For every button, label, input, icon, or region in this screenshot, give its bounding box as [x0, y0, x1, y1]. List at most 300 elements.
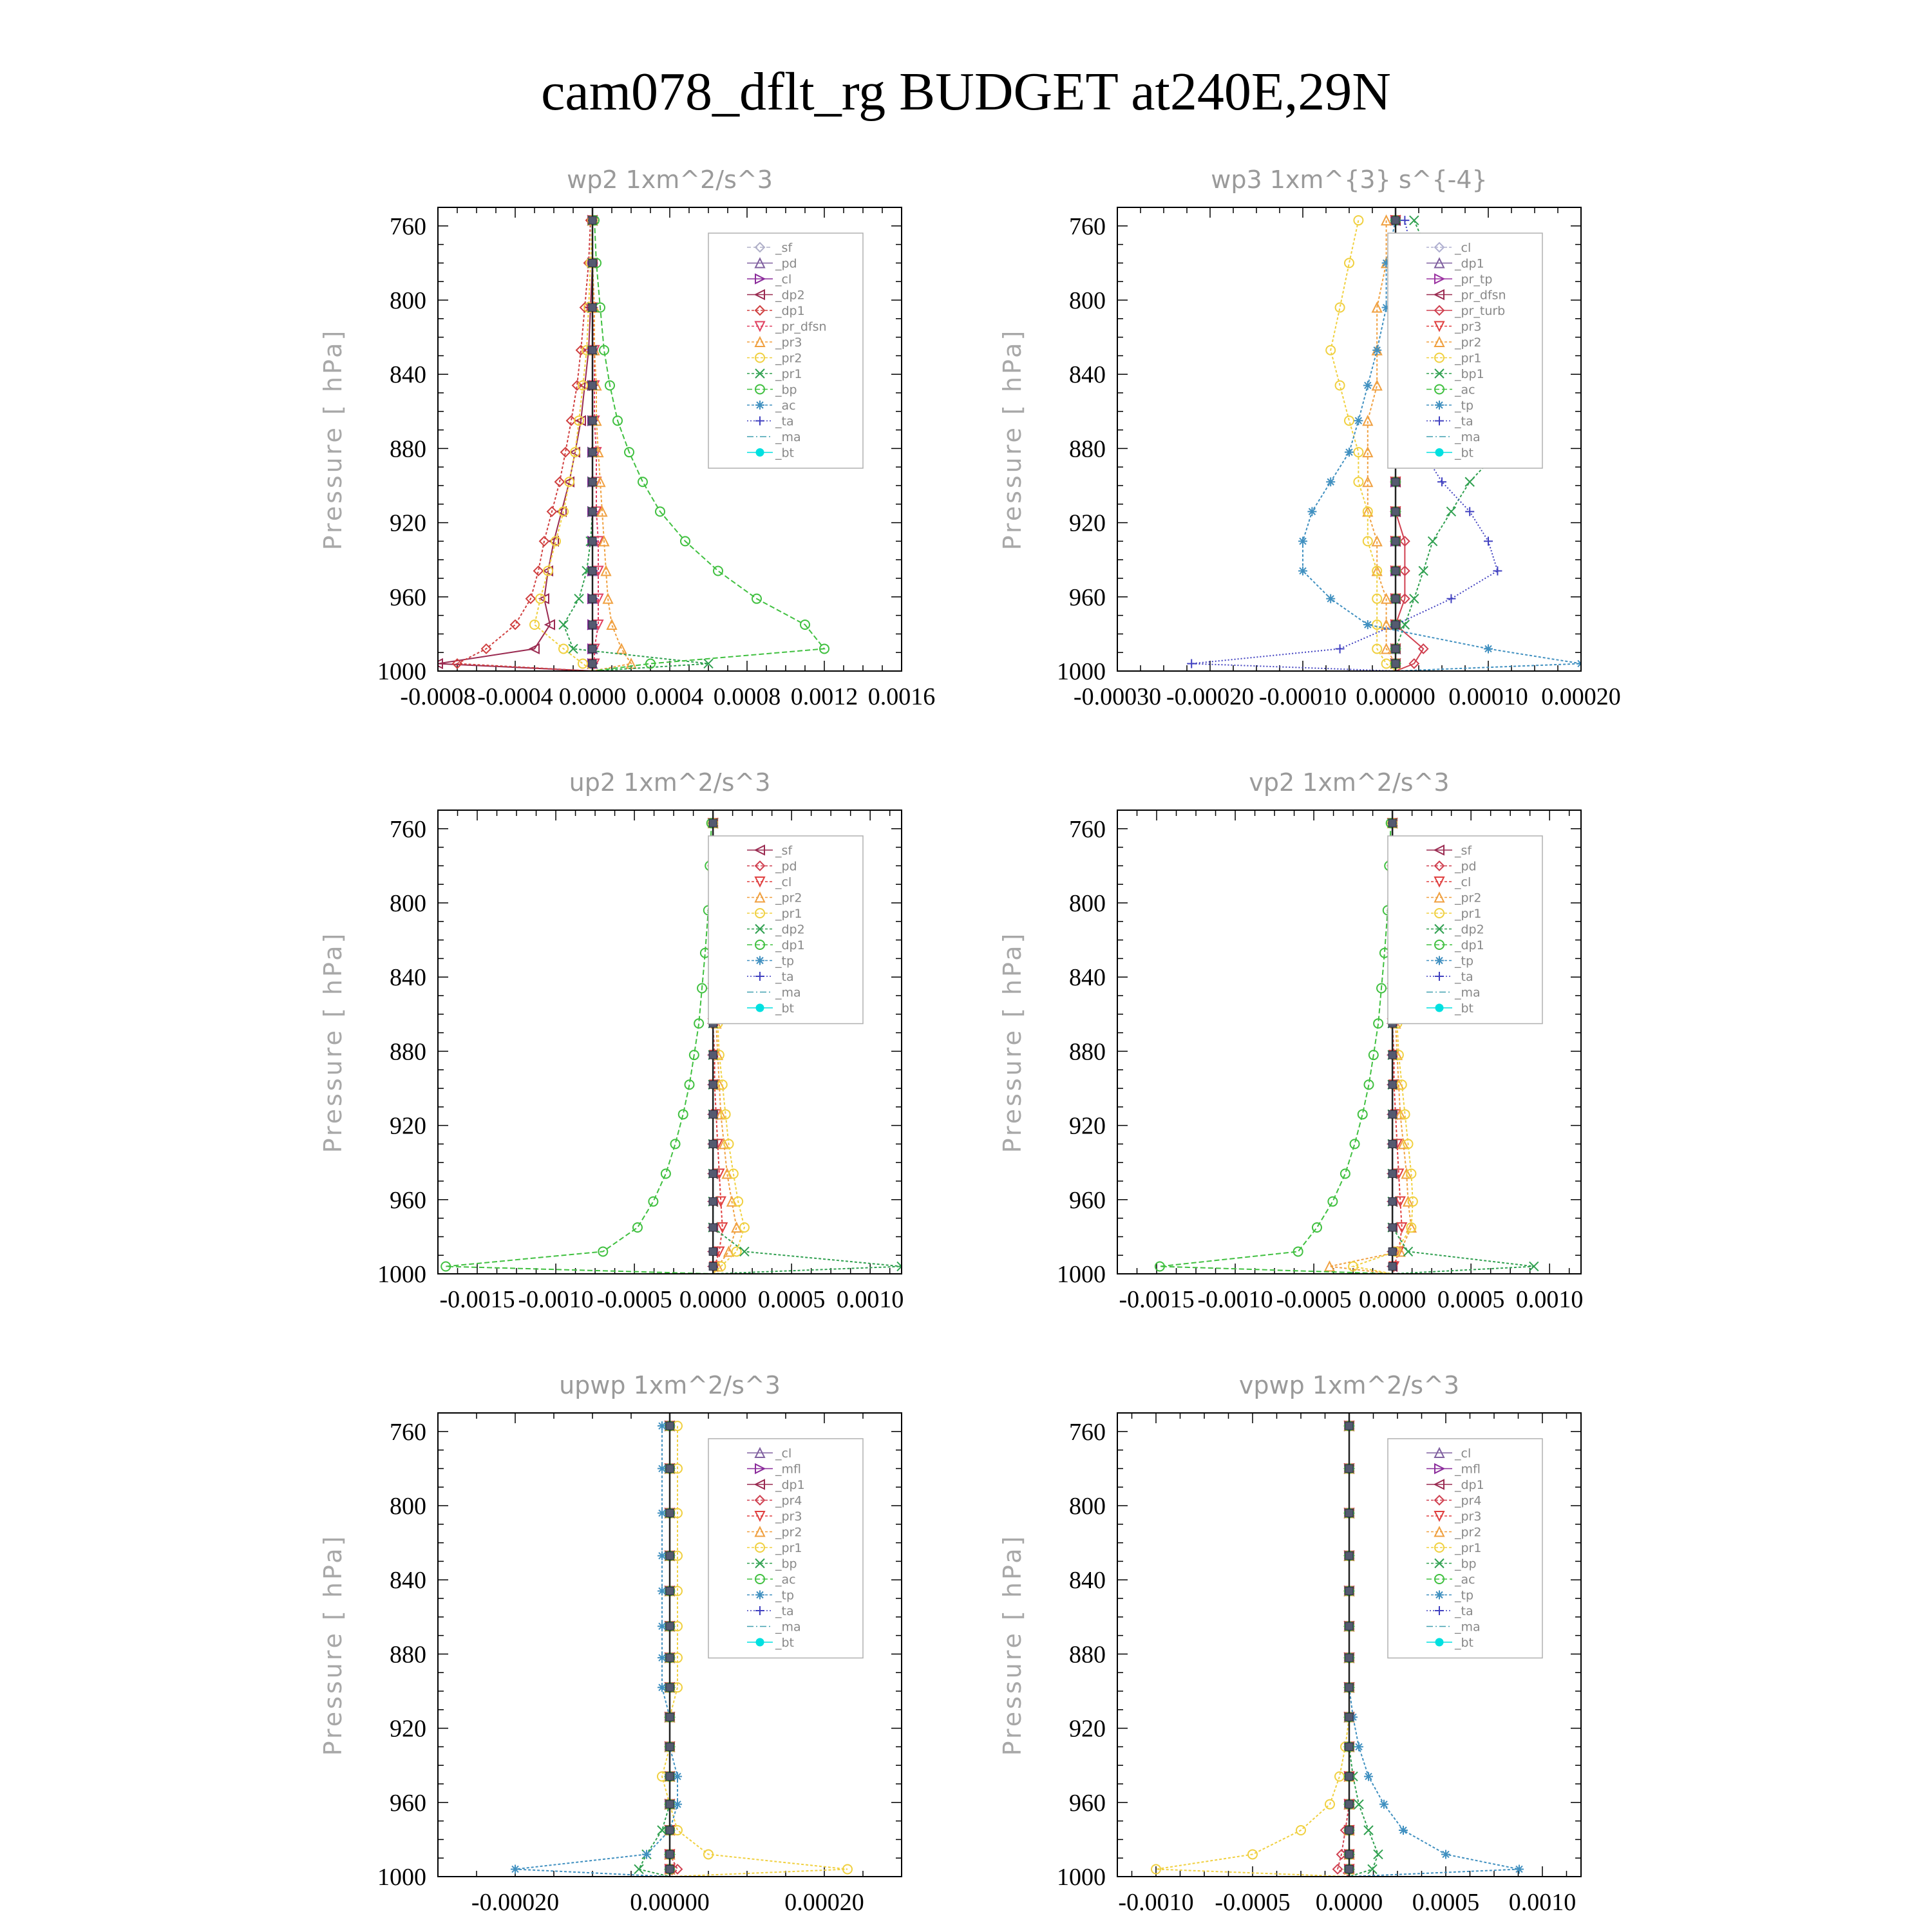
legend-label: _ta — [775, 970, 794, 984]
legend-label: _pr2 — [775, 1525, 802, 1540]
y-tick-label: 960 — [1069, 1789, 1106, 1817]
x-tick-label: -0.00030 — [1073, 683, 1162, 710]
zero-marker — [589, 448, 596, 456]
data-point-tp — [658, 1622, 667, 1631]
legend-label: _ta — [1455, 1604, 1473, 1618]
zero-marker — [1392, 567, 1399, 574]
legend-label: _tp — [1455, 954, 1474, 969]
zero-marker — [1392, 478, 1399, 486]
legend-label: _ma — [775, 1620, 801, 1634]
data-point-pr2 — [1363, 416, 1372, 425]
zero-marker — [709, 1262, 717, 1270]
zero-marker — [666, 1865, 674, 1873]
markers-pr1 — [559, 216, 713, 668]
zero-marker — [1345, 1743, 1353, 1750]
data-point-tp — [658, 1421, 667, 1430]
data-point-tp — [1372, 346, 1381, 355]
data-point-bp1 — [1465, 477, 1474, 486]
zero-marker — [1345, 1622, 1353, 1630]
panel-vp2 — [998, 768, 1583, 1313]
panel-title-vp2: vp2 1xm^2/s^3 — [1249, 768, 1450, 797]
data-point-pr2 — [1382, 216, 1391, 225]
legend-label: _bp — [775, 383, 797, 397]
data-point-tp — [658, 1464, 667, 1473]
x-tick-label: 0.0010 — [1508, 1889, 1577, 1916]
legend-marker — [1435, 1591, 1444, 1600]
x-tick-label: 0.00020 — [784, 1889, 864, 1916]
data-point-bp1 — [1400, 620, 1409, 629]
data-point-dp1 — [1312, 1223, 1321, 1232]
legend-marker — [1435, 1004, 1443, 1012]
x-tick-label: 0.0000 — [679, 1286, 747, 1313]
legend-label: _ta — [1455, 970, 1473, 984]
data-point-dp1 — [671, 1139, 680, 1148]
panel-title-wp2: wp2 1xm^2/s^3 — [567, 166, 773, 194]
data-point-bp — [1354, 1800, 1363, 1809]
data-point-bp — [1368, 1864, 1377, 1873]
zero-marker — [1345, 1464, 1353, 1472]
y-tick-label: 1000 — [377, 1261, 426, 1288]
zero-marker — [1388, 819, 1396, 827]
legend-label: _mfl — [775, 1462, 801, 1477]
zero-marker — [589, 381, 596, 389]
legend-label: _pr_turb — [1455, 304, 1506, 318]
legend-label: _pr4 — [1455, 1493, 1482, 1508]
y-tick-label: 880 — [390, 1641, 426, 1669]
y-tick-label: 840 — [390, 1567, 426, 1595]
data-point-pr2 — [1372, 536, 1381, 545]
y-tick-label: 1000 — [1057, 658, 1106, 685]
zero-marker — [1392, 621, 1399, 629]
zero-marker — [666, 1552, 674, 1560]
legend-label: _cl — [775, 1446, 792, 1461]
zero-marker — [1392, 595, 1399, 603]
data-point-ta — [1187, 659, 1196, 668]
data-point-pr2 — [578, 659, 587, 668]
legend-marker — [1435, 401, 1444, 410]
data-point-dp1 — [633, 1223, 642, 1232]
legend-label: _pr_dfsn — [1455, 288, 1506, 303]
zero-marker — [709, 819, 717, 827]
data-point-dp1 — [1350, 1139, 1359, 1148]
data-point-ta — [1437, 477, 1446, 486]
legend-label: _bt — [775, 1636, 795, 1650]
zero-marker — [666, 1510, 674, 1517]
data-point-ta — [1336, 644, 1345, 653]
x-tick-label: -0.0015 — [439, 1286, 515, 1313]
data-point-tp — [1363, 381, 1372, 390]
zero-marker — [1345, 1772, 1353, 1780]
legend-label: _dp2 — [775, 288, 805, 303]
data-point-bp — [1374, 1850, 1383, 1859]
legend-label: _ta — [775, 414, 794, 429]
x-tick-label: 0.0010 — [1515, 1286, 1584, 1313]
zero-marker — [589, 417, 596, 424]
legend-label: _ma — [1455, 985, 1481, 1000]
legend-label: _pr3 — [775, 1510, 802, 1524]
y-tick-label: 800 — [390, 287, 426, 314]
zero-marker — [1345, 1801, 1353, 1808]
legend-label: _dp1 — [775, 1478, 805, 1492]
data-point-tp — [673, 1800, 682, 1809]
data-point-pr1 — [559, 620, 568, 629]
legend-label: _pr1 — [1455, 907, 1482, 921]
data-point-tp — [1345, 448, 1354, 457]
legend-wp3 — [1388, 233, 1542, 468]
zero-marker — [1388, 1247, 1396, 1255]
panels — [319, 166, 1621, 1916]
y-tick-label: 760 — [1069, 815, 1106, 843]
data-point-pr2 — [1372, 381, 1381, 390]
data-point-pr1 — [1345, 416, 1354, 425]
y-tick-label: 800 — [1069, 1493, 1106, 1520]
x-tick-label: -0.0005 — [1215, 1889, 1291, 1916]
zero-marker — [589, 645, 596, 652]
data-point-tp — [1298, 536, 1307, 545]
legend-label: _dp1 — [1455, 938, 1484, 952]
data-point-tp — [658, 1586, 667, 1595]
data-point-tp — [1364, 1772, 1373, 1781]
legend-label: _bp — [1455, 1557, 1477, 1571]
x-tick-label: -0.00020 — [471, 1889, 560, 1916]
y-tick-label: 960 — [1069, 583, 1106, 611]
zero-marker — [589, 259, 596, 267]
y-tick-label: 760 — [1069, 213, 1106, 240]
zero-marker — [1345, 1422, 1353, 1430]
markers-pr1 — [1326, 216, 1390, 668]
legend-label: _ta — [1455, 414, 1473, 429]
data-point-pr3 — [617, 644, 626, 653]
markers-tp — [511, 1421, 682, 1873]
legend-label: _ac — [1455, 1573, 1475, 1587]
y-tick-label: 840 — [1069, 964, 1106, 992]
data-point-pr2 — [530, 620, 539, 629]
y-tick-label: 800 — [1069, 890, 1106, 917]
zero-marker — [709, 1051, 717, 1059]
y-axis-label-upwp: Pressure [ hPa] — [319, 1533, 347, 1756]
y-tick-label: 920 — [1069, 509, 1106, 537]
y-tick-label: 880 — [390, 435, 426, 463]
zero-marker — [1392, 216, 1399, 224]
data-point-tp — [511, 1864, 520, 1873]
legend-label: _bp1 — [1455, 367, 1484, 381]
data-point-tp — [1399, 1826, 1408, 1835]
legend-label: _pr1 — [775, 367, 802, 381]
data-point-tp — [658, 1509, 667, 1518]
legend-marker — [756, 449, 764, 457]
zero-marker — [589, 537, 596, 545]
legend-label: _pd — [775, 859, 797, 874]
y-tick-label: 840 — [390, 361, 426, 389]
zero-marker — [666, 1622, 674, 1630]
legend-label: _pr4 — [775, 1493, 802, 1508]
series-line-pr1 — [564, 220, 708, 671]
y-axis-label-vp2: Pressure [ hPa] — [998, 931, 1027, 1153]
y-tick-label: 960 — [390, 583, 426, 611]
zero-marker — [1345, 1552, 1353, 1560]
legend-marker — [756, 1004, 764, 1012]
zero-marker — [666, 1801, 674, 1808]
legend-label: _bt — [1455, 1001, 1474, 1016]
x-tick-label: -0.0015 — [1119, 1286, 1195, 1313]
x-tick-label: 0.0005 — [1437, 1286, 1505, 1313]
data-point-tp — [1298, 566, 1307, 575]
x-tick-label: 0.0010 — [836, 1286, 904, 1313]
data-point-ta — [1446, 594, 1455, 603]
y-tick-label: 760 — [390, 1418, 426, 1446]
legend-label: _dp1 — [1455, 1478, 1484, 1492]
legend-label: _ac — [1455, 383, 1475, 397]
data-point-ta — [1400, 216, 1409, 225]
data-point-bp — [714, 566, 723, 575]
data-point-bp1 — [1410, 594, 1419, 603]
x-tick-label: -0.0005 — [596, 1286, 672, 1313]
zero-marker — [589, 567, 596, 574]
x-tick-label: -0.00010 — [1258, 683, 1347, 710]
legend-label: _pr_tp — [1455, 272, 1493, 287]
x-tick-label: -0.0010 — [1118, 1889, 1194, 1916]
zero-marker — [1345, 1510, 1353, 1517]
legend-label: _pr1 — [775, 1541, 802, 1555]
legend-label: _cl — [1455, 875, 1472, 889]
legend-vp2 — [1388, 836, 1542, 1024]
legend-label: _cl — [1455, 1446, 1472, 1461]
zero-marker — [1388, 1262, 1396, 1270]
zero-marker — [1388, 1110, 1396, 1118]
legend-label: _pr3 — [775, 336, 802, 350]
y-tick-label: 760 — [390, 213, 426, 240]
x-tick-label: 0.00000 — [1356, 683, 1435, 710]
zero-marker — [709, 1081, 717, 1088]
markers-dp2 — [433, 216, 597, 668]
legend-label: _bt — [1455, 1636, 1474, 1650]
legend-label: _cl — [1455, 241, 1472, 255]
zero-marker — [1388, 1051, 1396, 1059]
markers-pr1 — [1151, 1421, 1354, 1873]
y-tick-label: 920 — [1069, 1715, 1106, 1743]
legend-label: _pd — [1455, 859, 1477, 874]
panel-title-up2: up2 1xm^2/s^3 — [569, 768, 771, 797]
data-point-tp — [1354, 416, 1363, 425]
legend-wp2 — [708, 233, 863, 468]
zero-marker — [1345, 1683, 1353, 1691]
legend-label: _pr1 — [1455, 1541, 1482, 1555]
y-tick-label: 840 — [390, 964, 426, 992]
zero-marker — [666, 1683, 674, 1691]
legend-label: _mfl — [1455, 1462, 1481, 1477]
zero-marker — [589, 304, 596, 312]
panel-vpwp — [998, 1371, 1581, 1916]
y-tick-label: 800 — [390, 1493, 426, 1520]
data-point-tp — [658, 1683, 667, 1692]
zero-marker — [666, 1422, 674, 1430]
legend-label: _sf — [775, 241, 793, 255]
data-point-tp — [1441, 1850, 1450, 1859]
legend-label: _ta — [775, 1604, 794, 1618]
zero-marker — [1392, 645, 1399, 652]
x-tick-label: 0.00010 — [1448, 683, 1528, 710]
zero-marker — [1388, 1081, 1396, 1088]
y-tick-label: 880 — [390, 1038, 426, 1066]
data-point-bp1 — [1419, 566, 1428, 575]
legend-label: _dp1 — [775, 304, 805, 318]
y-tick-label: 920 — [390, 1715, 426, 1743]
y-axis-label-wp2: Pressure [ hPa] — [319, 328, 347, 551]
x-tick-label: 0.0016 — [867, 683, 936, 710]
x-tick-label: 0.0005 — [1412, 1889, 1480, 1916]
legend-label: _pr1 — [775, 907, 802, 921]
legend-label: _bt — [775, 1001, 795, 1016]
legend-marker — [1435, 1638, 1443, 1646]
y-tick-label: 960 — [390, 1186, 426, 1214]
legend-marker — [1435, 956, 1444, 965]
data-point-pr1 — [1354, 448, 1363, 457]
y-tick-label: 1000 — [377, 658, 426, 685]
zero-marker — [1392, 507, 1399, 515]
zero-marker — [666, 1654, 674, 1662]
data-point-tp — [1326, 594, 1335, 603]
zero-marker — [589, 478, 596, 486]
zero-marker — [1388, 1140, 1396, 1148]
legend-marker — [756, 1638, 764, 1646]
legend-label: _pr3 — [1455, 319, 1482, 334]
zero-marker — [709, 1224, 717, 1231]
legend-label: _ma — [775, 430, 801, 444]
data-point-dp1 — [1341, 1169, 1350, 1178]
zero-marker — [589, 216, 596, 224]
y-tick-label: 1000 — [1057, 1261, 1106, 1288]
y-axis-label-wp3: Pressure [ hPa] — [998, 328, 1027, 551]
data-point-bp1 — [1428, 536, 1437, 545]
zero-marker — [666, 1772, 674, 1780]
data-point-pr1 — [1354, 216, 1363, 225]
legend-label: _dp2 — [1455, 922, 1484, 937]
legend-label: _tp — [775, 954, 795, 969]
markers-dp1 — [453, 216, 595, 668]
data-point-dp1 — [649, 1197, 658, 1206]
zero-marker — [589, 507, 596, 515]
data-point-bp — [634, 1864, 643, 1873]
legend-label: _tp — [775, 1588, 795, 1603]
zero-marker — [709, 1247, 717, 1255]
zero-marker — [666, 1587, 674, 1595]
zero-marker — [1345, 1865, 1353, 1873]
series-line-dp1 — [446, 823, 713, 1274]
legend-label: _dp1 — [1455, 256, 1484, 271]
legend-marker — [755, 401, 764, 410]
legend-label: _tp — [1455, 1588, 1474, 1603]
markers-dp1 — [1155, 819, 1396, 1271]
data-point-tp — [1354, 1742, 1363, 1751]
legend-label: _ac — [775, 1573, 796, 1587]
panel-title-vpwp: vpwp 1xm^2/s^3 — [1238, 1371, 1460, 1399]
legend-label: _pr2 — [1455, 891, 1482, 905]
legend-label: _bp — [775, 1557, 797, 1571]
legend-label: _bt — [1455, 446, 1474, 460]
zero-marker — [1392, 537, 1399, 545]
data-point-ta — [1465, 507, 1474, 516]
zero-marker — [666, 1464, 674, 1472]
x-tick-label: 0.0004 — [636, 683, 704, 710]
panel-wp3 — [998, 166, 1621, 710]
zero-marker — [709, 1140, 717, 1148]
legend-marker — [1435, 449, 1443, 457]
data-point-tp — [1379, 1800, 1388, 1809]
zero-marker — [1388, 1224, 1396, 1231]
legend-up2 — [708, 836, 863, 1024]
data-point-tp — [658, 1653, 667, 1662]
data-point-tp — [1363, 620, 1372, 629]
y-tick-label: 1000 — [377, 1864, 426, 1891]
data-point-pr2 — [1363, 448, 1372, 457]
y-tick-label: 840 — [1069, 361, 1106, 389]
panel-title-upwp: upwp 1xm^2/s^3 — [559, 1371, 781, 1399]
y-tick-label: 760 — [390, 815, 426, 843]
legend-label: _sf — [1455, 844, 1472, 858]
x-tick-label: 0.0012 — [790, 683, 858, 710]
panel-title-wp3: wp3 1xm^{3} s^{-4} — [1211, 166, 1488, 194]
legend-label: _pr1 — [1455, 351, 1482, 366]
zero-marker — [1345, 1826, 1353, 1834]
legend-label: _tp — [1455, 399, 1474, 413]
data-point-bp — [1364, 1826, 1373, 1835]
y-tick-label: 880 — [1069, 1641, 1106, 1669]
zero-marker — [1388, 1198, 1396, 1206]
data-point-tp — [658, 1551, 667, 1560]
figure-title: cam078_dflt_rg BUDGET at240E,29N — [541, 62, 1391, 122]
legend-label: _sf — [775, 844, 793, 858]
x-tick-label: -0.0004 — [477, 683, 553, 710]
legend-label: _pr2 — [1455, 1525, 1482, 1540]
data-point-ta — [1493, 566, 1502, 575]
series-line-dp1 — [457, 220, 592, 671]
zero-marker — [1345, 1850, 1353, 1858]
zero-marker — [1388, 1170, 1396, 1177]
data-point-ta — [1484, 536, 1493, 545]
legend-label: _ma — [1455, 430, 1481, 444]
y-tick-label: 880 — [1069, 435, 1106, 463]
y-tick-label: 800 — [1069, 287, 1106, 314]
data-point-dp1 — [661, 1169, 670, 1178]
zero-marker — [709, 1170, 717, 1177]
x-tick-label: -0.0010 — [518, 1286, 594, 1313]
y-tick-label: 840 — [1069, 1567, 1106, 1595]
y-tick-label: 1000 — [1057, 1864, 1106, 1891]
zero-marker — [709, 1110, 717, 1118]
zero-marker — [589, 595, 596, 603]
zero-marker — [589, 659, 596, 667]
data-point-pr1 — [574, 594, 583, 603]
zero-marker — [666, 1743, 674, 1750]
series-line-dp1 — [1160, 823, 1392, 1274]
legend-label: _bt — [775, 446, 795, 460]
zero-marker — [1392, 659, 1399, 667]
zero-marker — [589, 346, 596, 354]
data-point-tp — [1326, 477, 1335, 486]
y-tick-label: 880 — [1069, 1038, 1106, 1066]
x-tick-label: 0.0000 — [1358, 1286, 1426, 1313]
x-tick-label: -0.0008 — [400, 683, 476, 710]
x-tick-label: -0.0010 — [1197, 1286, 1273, 1313]
y-tick-label: 920 — [390, 1112, 426, 1140]
legend-label: _cl — [775, 875, 792, 889]
data-point-dp1 — [1328, 1197, 1337, 1206]
legend-label: _pr3 — [1455, 1510, 1482, 1524]
x-tick-label: 0.0000 — [1315, 1889, 1383, 1916]
y-tick-label: 800 — [390, 890, 426, 917]
zero-marker — [666, 1826, 674, 1834]
y-axis-label-vpwp: Pressure [ hPa] — [998, 1533, 1027, 1756]
